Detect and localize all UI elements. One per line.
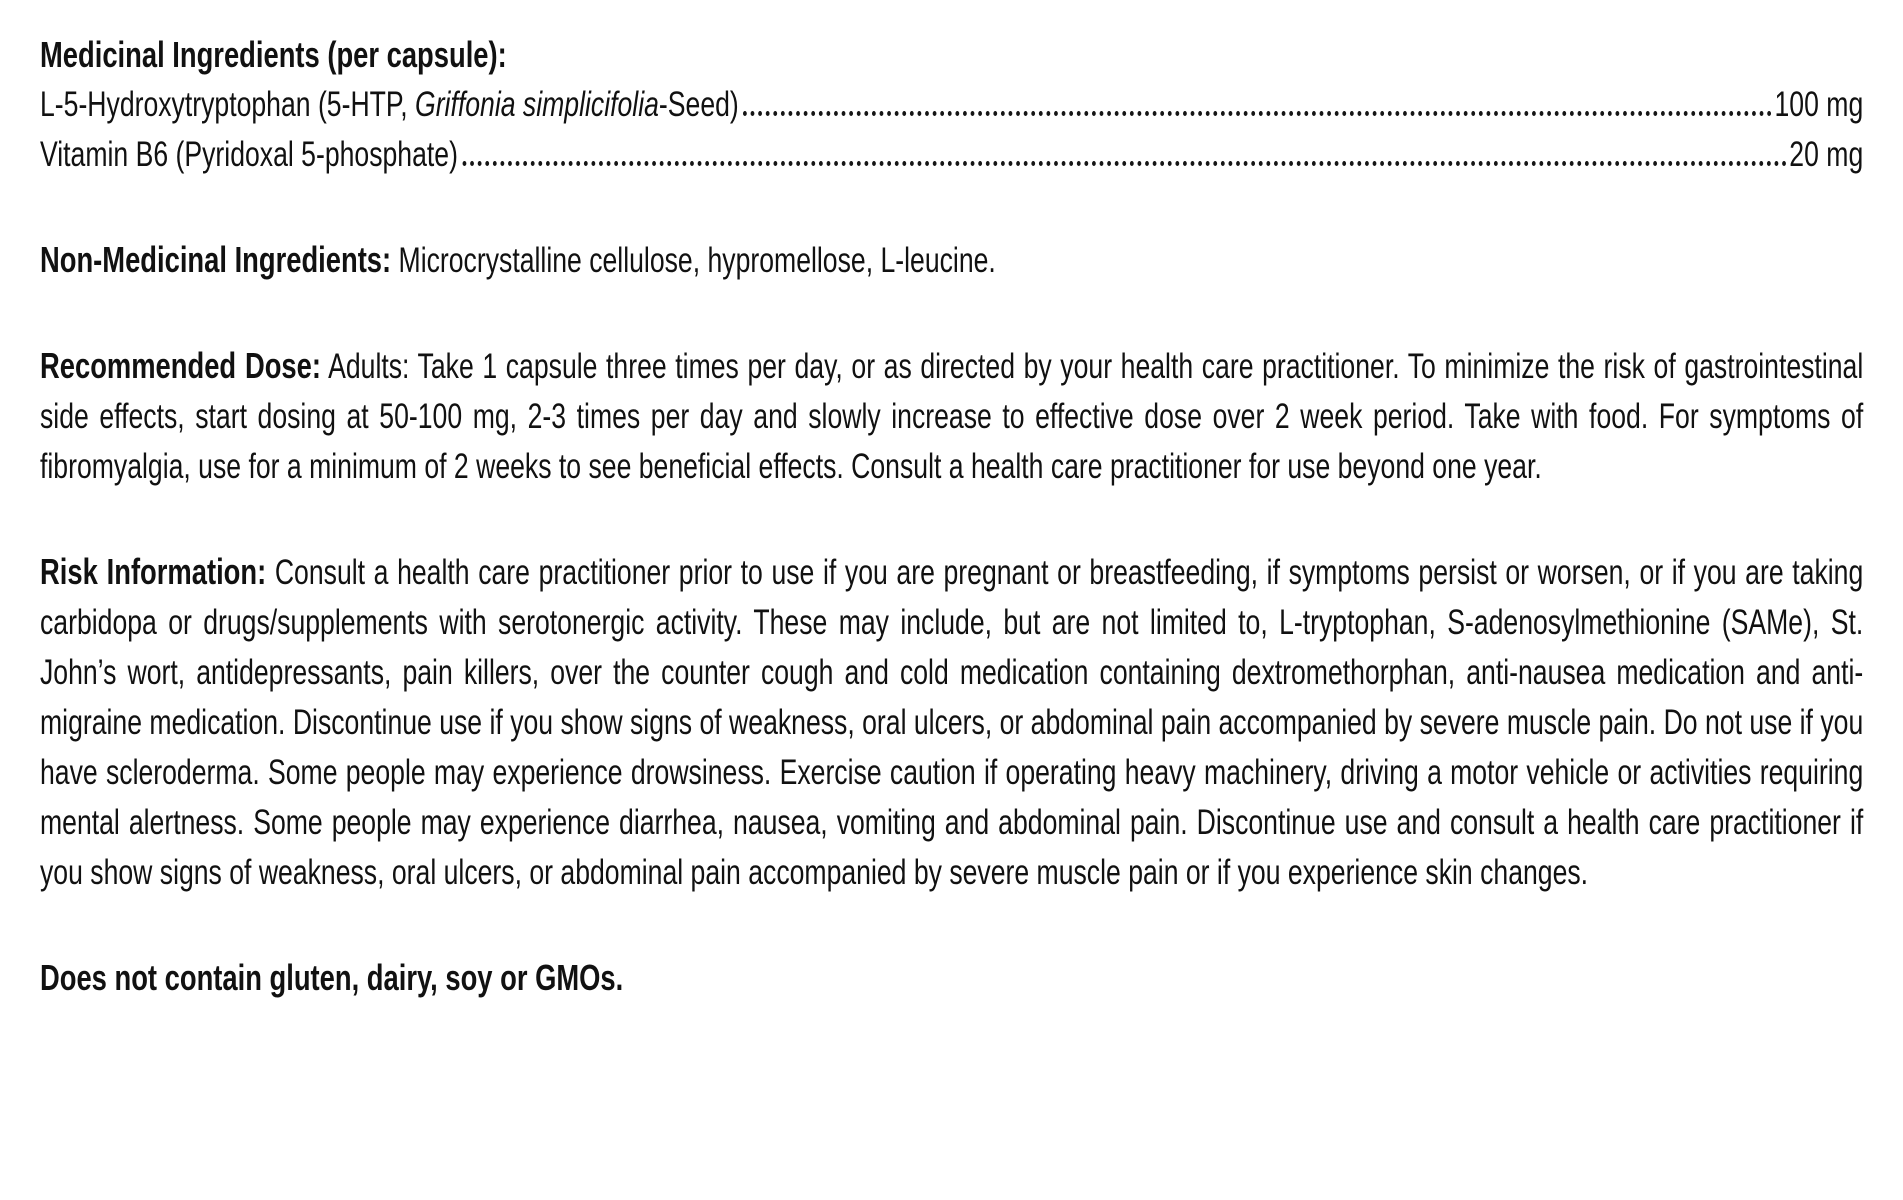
ingredient-row-b6 xyxy=(40,130,1863,180)
contains-statement-section xyxy=(40,953,1863,1003)
ingredient-name-suffix: -Seed) xyxy=(658,85,739,124)
non-medicinal-heading: Non-Medicinal Ingredients: xyxy=(40,239,392,280)
non-medicinal-text: Microcrystalline cellulose, hypromellose, L-leucine. xyxy=(398,241,996,280)
ingredient-amount: 20 mg xyxy=(1789,135,1864,174)
recommended-dose-text: Adults: Take 1 capsule three times per day, or as directed by your health care practitioner. To minimize the risk of gastrointestinal side effects, start dosing at 50-100 mg, 2-3 times per day and slowly increase to effective dose over 2 week period. Take with food. For symptoms of fibromyalgia, use for a minimum of 2 weeks to see beneficial effects. Consult a health care practitioner for use beyond one year. xyxy=(40,347,1864,486)
recommended-dose-heading: Recommended Dose: xyxy=(40,345,321,386)
risk-information-text: Consult a health care practitioner prior to use if you are pregnant or breastfeeding, if symptoms persist or worsen, or if you are taking carbidopa or drugs/supplements with serotonergic activity. These may include, but are not limited to, L-tryptophan, S-adenosylmethionine (SAMe), St. John’s wort, antidepressants, pain killers, over the counter cough and cold medication containing dextromethorphan, anti-nausea medication and anti-migraine medication. Discontinue use if you show signs of weakness, oral ulcers, or abdominal pain accompanied by severe muscle pain. Do not use if you have scleroderma. Some people may experience drowsiness. Exercise caution if operating heavy machinery, driving a motor vehicle or activities requiring mental alertness. Some people may experience diarrhea, nausea, vomiting and abdominal pain. Discontinue use and consult a health care practitioner if you show signs of weakness, oral ulcers, or abdominal pain accompanied by severe muscle pain or if you experience skin changes. xyxy=(40,553,1864,892)
ingredient-name-prefix: Vitamin B6 (Pyridoxal 5-phosphate) xyxy=(40,135,458,174)
ingredient-name xyxy=(40,80,739,130)
non-medicinal-section xyxy=(40,235,1863,286)
dot-leader xyxy=(743,111,1772,116)
ingredient-name-latin: Griffonia simplicifolia xyxy=(415,85,659,124)
ingredient-name-prefix: L-5-Hydroxytryptophan (5-HTP, xyxy=(40,85,416,124)
contains-statement: Does not contain gluten, dairy, soy or GMOs. xyxy=(40,957,624,998)
ingredient-name xyxy=(40,130,458,180)
ingredient-row-5htp xyxy=(40,80,1863,130)
recommended-dose-paragraph xyxy=(40,341,1863,492)
risk-information-section xyxy=(40,547,1863,898)
risk-information-paragraph xyxy=(40,547,1863,898)
medicinal-ingredients-heading: Medicinal Ingredients (per capsule): xyxy=(40,34,507,75)
medicinal-ingredients-section xyxy=(40,30,1863,180)
ingredient-amount: 100 mg xyxy=(1774,85,1864,124)
label-content xyxy=(40,30,1863,1003)
non-medicinal-paragraph xyxy=(40,235,1863,286)
recommended-dose-section xyxy=(40,341,1863,492)
risk-information-heading: Risk Information: xyxy=(40,551,267,592)
dot-leader xyxy=(463,161,1788,166)
